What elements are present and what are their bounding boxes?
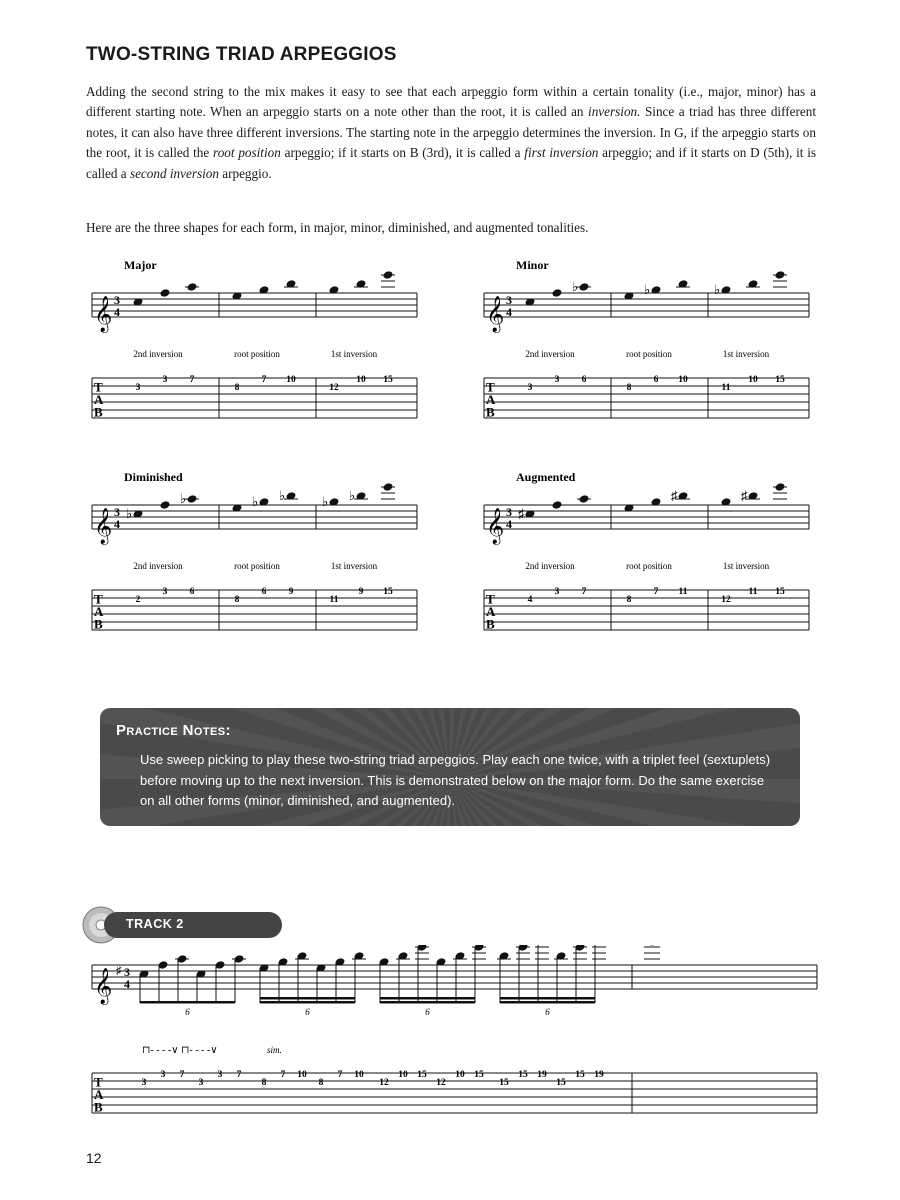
treble-clef: 𝄞 [486, 508, 505, 543]
tab-fret-number: 4 [527, 595, 533, 605]
beam [500, 1001, 595, 1004]
tuplet-number: 6 [305, 1007, 310, 1017]
time-signature-bottom: 4 [124, 977, 130, 991]
tab-fret-number: 15 [518, 1070, 528, 1080]
tab-fret-number: 7 [653, 587, 659, 597]
inversion-label: 1st inversion [722, 349, 770, 359]
tab-fret-number: 12 [329, 383, 339, 393]
page-heading: TWO-STRING TRIAD ARPEGGIOS [86, 44, 397, 65]
tab-fret-number: 15 [575, 1070, 585, 1080]
practice-notes-box [100, 708, 800, 826]
inversion-label: 2nd inversion [525, 349, 575, 359]
tab-letter: B [94, 404, 103, 420]
tab-fret-number: 12 [436, 1078, 446, 1088]
tab-fret-number: 8 [626, 383, 632, 393]
tuplet-number: 6 [545, 1007, 550, 1017]
tab-letter: A [94, 1087, 104, 1102]
practice-notes-body: Use sweep picking to play these two-string triad arpeggios. Play each one twice, with a triplet feel (sextuplets) before moving up to the next inversion. This is demonstrated below on the major form. Do the same exercise on all other forms (minor, diminished, and augmented). [140, 752, 771, 808]
form-title: Minor [516, 258, 549, 272]
tab-fret-number: 3 [160, 1070, 166, 1080]
treble-clef: 𝄞 [94, 968, 113, 1003]
tab-fret-number: 11 [678, 587, 688, 597]
arpeggio-form-augmented [484, 470, 809, 631]
tab-fret-number: 10 [678, 375, 688, 385]
track-label: TRACK 2 [126, 917, 184, 931]
accidental: ♯ [741, 488, 748, 503]
tuplet-number: 6 [185, 1007, 190, 1017]
tab-fret-number: 7 [280, 1070, 286, 1080]
accidental: ♯ [671, 488, 678, 503]
time-signature-bottom: 4 [114, 517, 120, 531]
tab-fret-number: 8 [626, 595, 632, 605]
tab-fret-number: 7 [337, 1070, 343, 1080]
inversion-label: 2nd inversion [133, 561, 183, 571]
intro-paragraph: Adding the second string to the mix makes it easy to see that each arpeggio form within a certain tonality (i.e., major, minor) has a different starting note. When an arpeggio starts on a note other than the root, it is called an inversion. Since a triad has three different notes, it can also have three different inversions. The starting note in the arpeggio determines the inversion. In G, if the arpeggio starts on the root, it is called the root position arpeggio; if it starts on B (3rd), it is called a first inversion arpeggio; and if it starts on D (5th), it is called a second inversion arpeggio. [86, 84, 817, 181]
beam [500, 997, 595, 1000]
tab-letter: A [94, 604, 104, 619]
note-head [187, 494, 198, 504]
note-head [552, 500, 563, 510]
note-head [775, 270, 786, 280]
tab-fret-number: 10 [356, 375, 366, 385]
accidental: ♭ [349, 488, 356, 503]
tuplet-number: 6 [425, 1007, 430, 1017]
tab-letter: B [94, 1099, 103, 1115]
tab-fret-number: 11 [721, 383, 731, 393]
treble-clef: 𝄞 [486, 296, 505, 331]
simile-marking: sim. [267, 1045, 282, 1055]
inversion-label: root position [626, 561, 672, 571]
tab-fret-number: 10 [297, 1070, 307, 1080]
inversion-label: 1st inversion [330, 349, 378, 359]
inversion-label: root position [234, 349, 280, 359]
time-signature-top: 3 [506, 293, 512, 307]
tab-fret-number: 2 [135, 595, 141, 605]
time-signature-top: 3 [506, 505, 512, 519]
tab-fret-number: 19 [537, 1070, 547, 1080]
inversion-label: root position [626, 349, 672, 359]
time-signature-bottom: 4 [114, 305, 120, 319]
treble-clef: 𝄞 [94, 296, 113, 331]
accidental: ♯ [518, 506, 525, 521]
tab-fret-number: 10 [354, 1070, 364, 1080]
arpeggio-form-minor [484, 258, 809, 419]
tab-letter: T [94, 591, 103, 607]
accidental: ♭ [714, 282, 721, 297]
tab-fret-number: 3 [554, 587, 560, 597]
tab-fret-number: 10 [455, 1070, 465, 1080]
time-signature-top: 3 [124, 965, 130, 979]
tab-fret-number: 10 [398, 1070, 408, 1080]
tab-fret-number: 15 [383, 587, 393, 597]
accidental: ♭ [126, 506, 133, 521]
note-head [160, 288, 171, 298]
beam [140, 1001, 235, 1004]
tab-fret-number: 3 [135, 383, 141, 393]
beam [380, 1001, 475, 1004]
arpeggio-form-major [92, 258, 417, 419]
tab-fret-number: 8 [318, 1078, 324, 1088]
shapes-paragraph: Here are the three shapes for each form, in major, minor, diminished, and augmented tonalities. [86, 220, 589, 235]
tab-letter: T [94, 1074, 103, 1090]
tab-letter: A [486, 604, 496, 619]
note-head [383, 270, 394, 280]
tab-letter: T [94, 379, 103, 395]
track-exercise [92, 945, 817, 1114]
note-head [160, 500, 171, 510]
note-head [579, 494, 590, 504]
picking-pattern: ⊓- - - -∨ ⊓- - - -∨ [142, 1045, 218, 1056]
time-signature-bottom: 4 [506, 517, 512, 531]
tab-letter: A [486, 392, 496, 407]
inversion-label: 1st inversion [722, 561, 770, 571]
form-title: Diminished [124, 470, 183, 484]
tab-fret-number: 15 [775, 375, 785, 385]
accidental: ♭ [252, 494, 259, 509]
time-signature-bottom: 4 [506, 305, 512, 319]
tab-fret-number: 3 [198, 1078, 204, 1088]
tab-fret-number: 11 [748, 587, 758, 597]
tab-fret-number: 6 [581, 375, 587, 385]
note-head [383, 482, 394, 492]
tab-fret-number: 7 [179, 1070, 185, 1080]
tab-letter: T [486, 591, 495, 607]
accidental: ♭ [572, 279, 579, 294]
tab-fret-number: 7 [236, 1070, 242, 1080]
tab-fret-number: 8 [234, 595, 240, 605]
tab-letter: A [94, 392, 104, 407]
inversion-label: 1st inversion [330, 561, 378, 571]
tab-letter: B [486, 404, 495, 420]
time-signature-top: 3 [114, 505, 120, 519]
accidental: ♭ [322, 494, 329, 509]
tab-fret-number: 10 [286, 375, 296, 385]
tab-fret-number: 15 [556, 1078, 566, 1088]
beam [380, 997, 475, 1000]
tab-fret-number: 3 [554, 375, 560, 385]
note-head [187, 282, 198, 292]
tab-fret-number: 15 [417, 1070, 427, 1080]
beam [260, 1001, 355, 1004]
tab-fret-number: 6 [189, 587, 195, 597]
tab-fret-number: 19 [594, 1070, 604, 1080]
track-badge [82, 906, 282, 944]
tab-fret-number: 6 [653, 375, 659, 385]
inversion-label: 2nd inversion [525, 561, 575, 571]
track-notation [0, 945, 900, 1145]
tab-letter: B [94, 616, 103, 632]
tab-fret-number: 15 [474, 1070, 484, 1080]
tab-fret-number: 15 [775, 587, 785, 597]
tab-fret-number: 3 [527, 383, 533, 393]
tab-fret-number: 7 [189, 375, 195, 385]
treble-clef: 𝄞 [94, 508, 113, 543]
tab-fret-number: 3 [217, 1070, 223, 1080]
time-signature-top: 3 [114, 293, 120, 307]
inversion-label: 2nd inversion [133, 349, 183, 359]
accidental: ♭ [180, 491, 187, 506]
accidental: ♭ [279, 488, 286, 503]
tab-fret-number: 3 [141, 1078, 147, 1088]
tab-fret-number: 7 [261, 375, 267, 385]
beam [260, 997, 355, 1000]
tab-fret-number: 8 [261, 1078, 267, 1088]
tab-fret-number: 7 [581, 587, 587, 597]
form-title: Augmented [516, 470, 576, 484]
tab-fret-number: 10 [748, 375, 758, 385]
tab-fret-number: 9 [288, 587, 294, 597]
tab-fret-number: 12 [379, 1078, 389, 1088]
note-head [552, 288, 563, 298]
practice-notes-title: Practice Notes: [116, 722, 231, 739]
tab-fret-number: 12 [721, 595, 731, 605]
tab-fret-number: 15 [499, 1078, 509, 1088]
tab-fret-number: 9 [358, 587, 364, 597]
note-head [775, 482, 786, 492]
arpeggio-form-diminished [92, 470, 417, 631]
tab-letter: B [486, 616, 495, 632]
tab-fret-number: 8 [234, 383, 240, 393]
tab-fret-number: 3 [162, 375, 168, 385]
tab-fret-number: 3 [162, 587, 168, 597]
key-signature-sharp: ♯ [116, 965, 122, 977]
form-title: Major [124, 258, 157, 272]
inversion-label: root position [234, 561, 280, 571]
accidental: ♭ [644, 282, 651, 297]
tab-fret-number: 6 [261, 587, 267, 597]
note-head [579, 282, 590, 292]
tab-fret-number: 11 [329, 595, 339, 605]
page-number: 12 [86, 1150, 102, 1166]
tab-letter: T [486, 379, 495, 395]
tab-fret-number: 15 [383, 375, 393, 385]
